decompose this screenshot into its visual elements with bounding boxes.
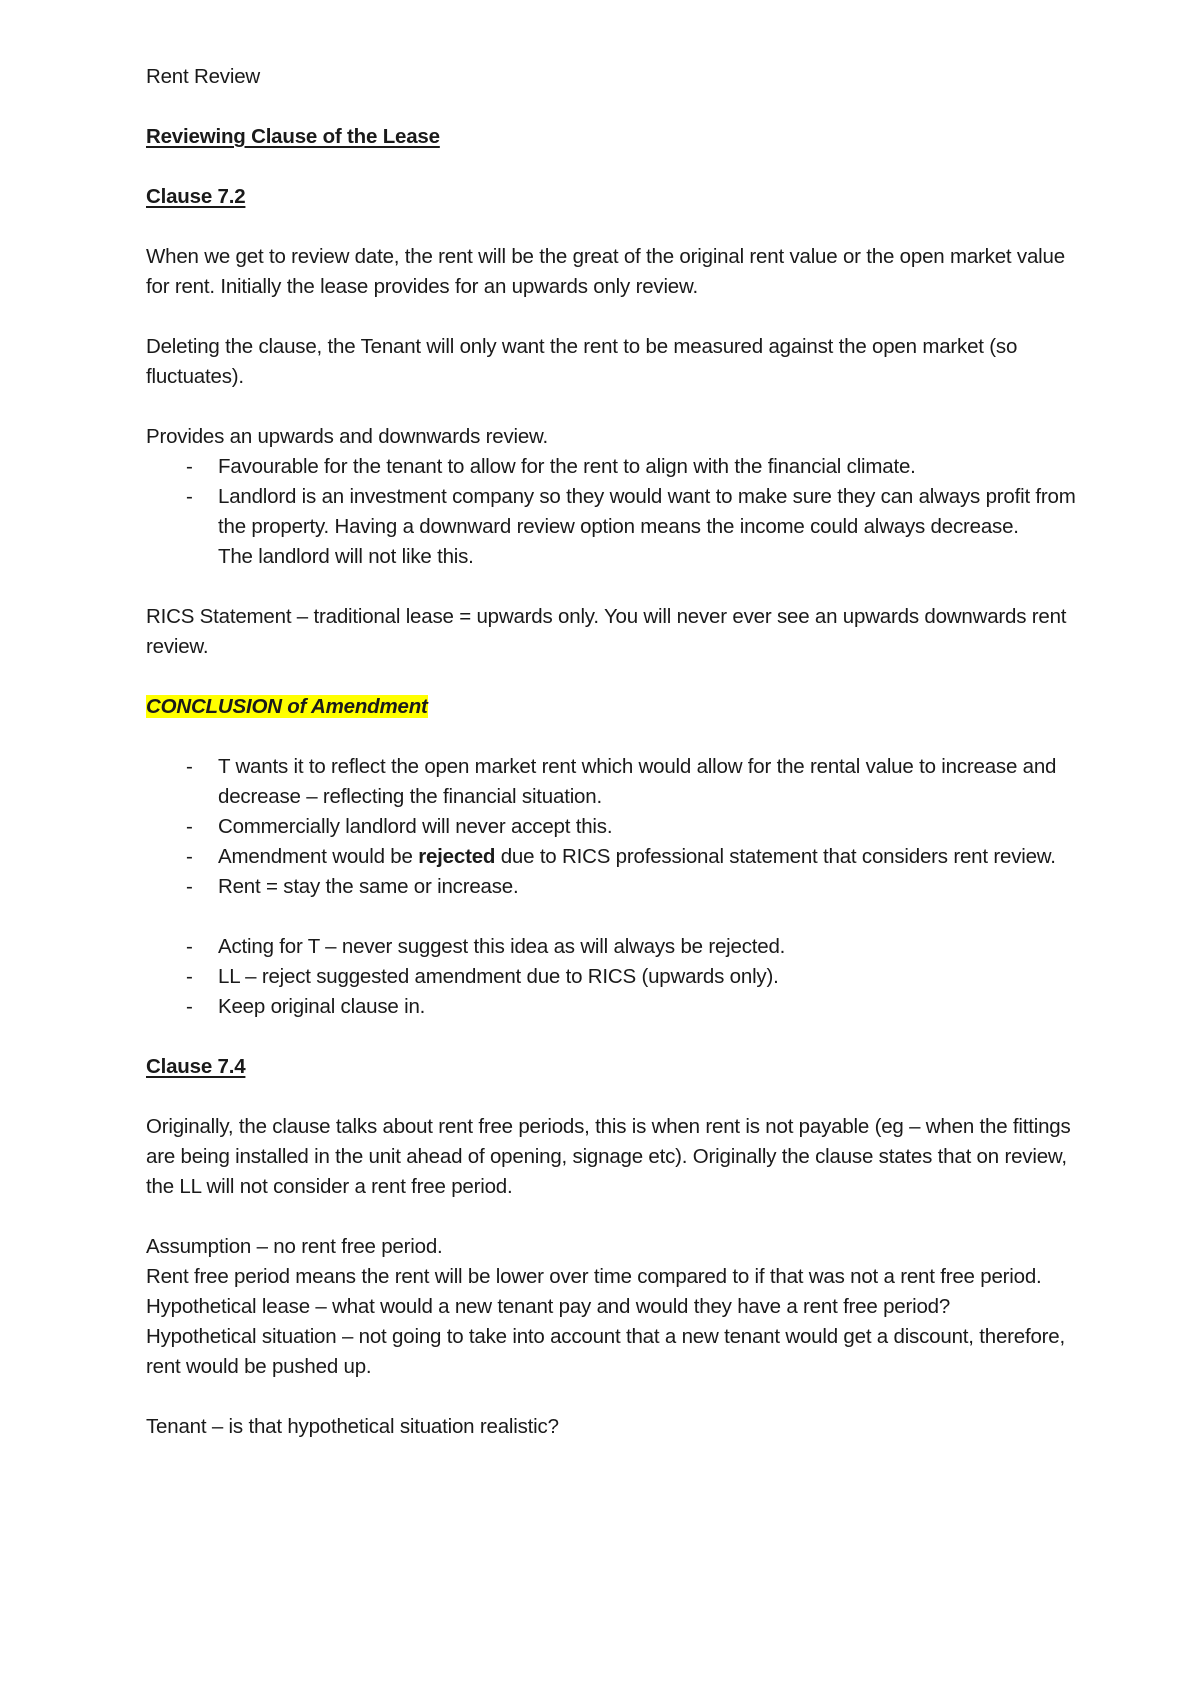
clause-7-4-line: Hypothetical lease – what would a new tenant pay and would they have a rent free period? — [146, 1295, 951, 1318]
list-item-text: LL – reject suggested amendment due to RICS (upwards only). — [218, 965, 779, 988]
list-item — [146, 932, 1076, 962]
dash-marker: - — [186, 815, 193, 838]
clause-7-4-final-question: Tenant – is that hypothetical situation realistic? — [146, 1415, 559, 1438]
dash-marker: - — [186, 995, 193, 1018]
list-item-text: Keep original clause in. — [218, 995, 426, 1018]
dash-marker: - — [186, 845, 193, 868]
list-item-text: Commercially landlord will never accept this. — [218, 815, 613, 838]
list-item-text: Rent = stay the same or increase. — [218, 875, 519, 898]
dash-marker: - — [186, 875, 193, 898]
clause-7-4-line: Rent free period means the rent will be lower over time compared to if that was not a rent free period. — [146, 1265, 1042, 1288]
document-title: Rent Review — [146, 65, 261, 88]
amendment-rejected-emphasis: rejected — [418, 845, 496, 868]
list-item — [146, 872, 1076, 902]
clause-7-2-heading: Clause 7.2 — [146, 185, 246, 208]
clause-7-4-line: Assumption – no rent free period. — [146, 1235, 443, 1258]
list-item — [146, 752, 1076, 812]
conclusion-label: CONCLUSION of Amendment — [146, 695, 428, 718]
list-item — [146, 482, 1076, 572]
list-item — [146, 842, 1076, 872]
dash-marker: - — [186, 935, 193, 958]
clause-7-2-paragraph-3: Provides an upwards and downwards review. — [146, 425, 549, 448]
review-bullet-list — [146, 452, 1076, 572]
clause-7-2-paragraph-1: When we get to review date, the rent will be the great of the original rent value or the open market value for rent. Initially the lease provides for an upwards only review. — [146, 245, 1065, 298]
list-item — [146, 452, 1076, 482]
dash-marker: - — [186, 455, 193, 478]
list-item — [146, 992, 1076, 1022]
rics-statement-paragraph: RICS Statement – traditional lease = upwards only. You will never ever see an upwards downwards rent review. — [146, 605, 1067, 658]
dash-marker: - — [186, 755, 193, 778]
action-bullet-list — [146, 932, 1076, 1022]
clause-7-4-paragraph-1: Originally, the clause talks about rent free periods, this is when rent is not payable (eg – when the fittings are being installed in the unit ahead of opening, signage etc). Originally the clause states that on review, the LL will not consider a rent free period. — [146, 1115, 1071, 1198]
dash-marker: - — [186, 965, 193, 988]
clause-7-2-paragraph-2: Deleting the clause, the Tenant will only want the rent to be measured against the open market (so fluctuates). — [146, 335, 1018, 388]
list-item-text: T wants it to reflect the open market rent which would allow for the rental value to increase and decrease – reflecting the financial situation. — [218, 755, 1057, 808]
list-item-text: Landlord is an investment company so they would want to make sure they can always profit from the property. Having a downward review option means the income could always decrease. — [218, 485, 1076, 538]
list-item-text: Acting for T – never suggest this idea as will always be rejected. — [218, 935, 786, 958]
clause-7-4-heading: Clause 7.4 — [146, 1055, 246, 1078]
list-item — [146, 812, 1076, 842]
conclusion-label-line — [146, 692, 1076, 722]
list-item-extra-text: The landlord will not like this. — [218, 545, 474, 568]
amendment-text-pre: Amendment would be — [218, 845, 419, 868]
amendment-text-post: due to RICS professional statement that considers rent review. — [495, 845, 1056, 868]
section-heading: Reviewing Clause of the Lease — [146, 125, 440, 148]
dash-marker: - — [186, 485, 193, 508]
list-item — [146, 962, 1076, 992]
conclusion-bullet-list — [146, 752, 1076, 902]
document-page — [146, 62, 1076, 1442]
list-item-text: Favourable for the tenant to allow for the rent to align with the financial climate. — [218, 455, 916, 478]
clause-7-4-line: Hypothetical situation – not going to take into account that a new tenant would get a discount, therefore, rent would be pushed up. — [146, 1325, 1065, 1378]
